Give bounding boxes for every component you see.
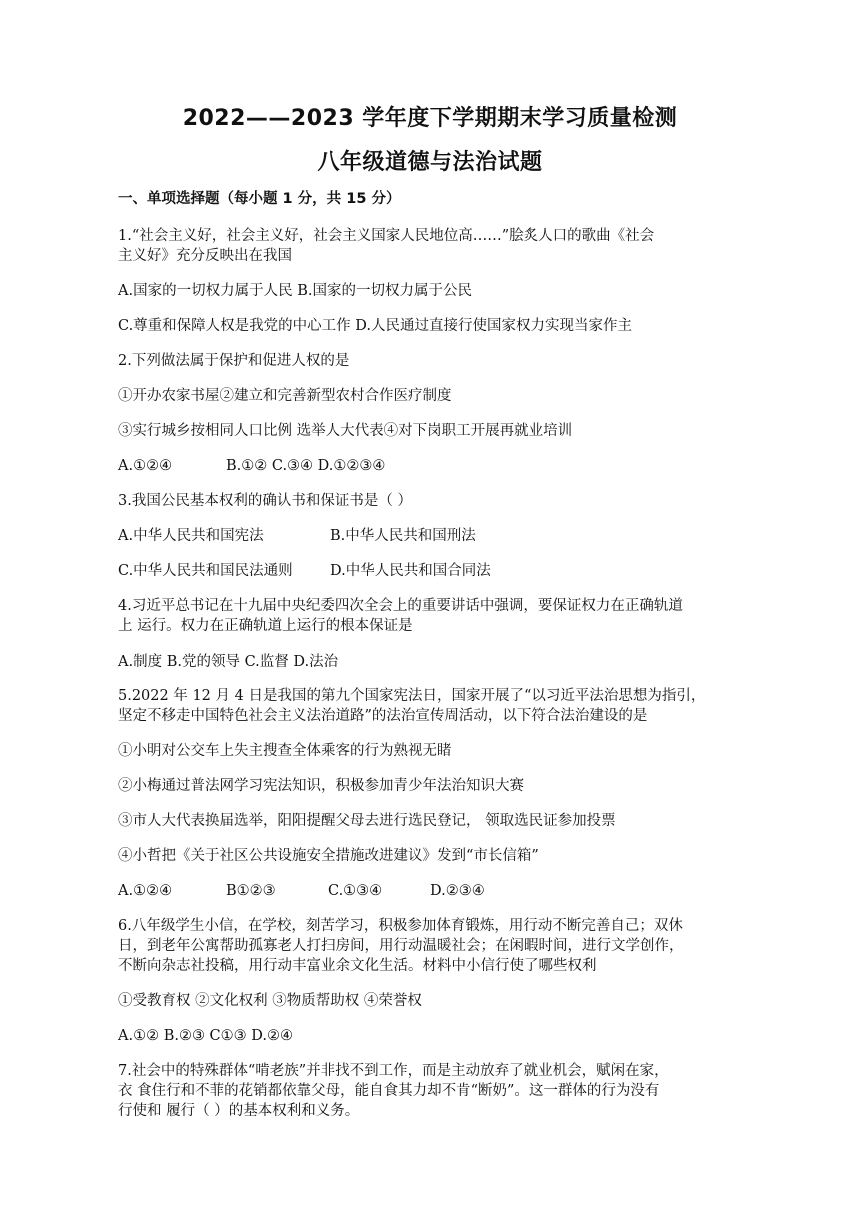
question-5-item-1: ①小明对公交车上失主搜查全体乘客的行为熟视无睹 bbox=[118, 743, 452, 759]
question-7-stem-line1: 7.社会中的特殊群体“啃老族”并非找不到工作，而是主动放弃了就业机会，赋闲在家， bbox=[118, 1063, 669, 1079]
question-4-stem-line1: 4.习近平总书记在十九届中央纪委四次全会上的重要讲话中强调，要保证权力在正确轨道 bbox=[118, 598, 683, 614]
question-1-options-line2: C.尊重和保障人权是我党的中心工作 D.人民通过直接行使国家权力实现当家作主 bbox=[118, 318, 633, 334]
question-1-stem-line2: 主义好》充分反映出在我国 bbox=[118, 248, 292, 264]
question-5-item-3: ③市人大代表换届选举，阳阳提醒父母去进行选民登记， 领取选民证参加投票 bbox=[118, 813, 616, 829]
question-2-stem: 2.下列做法属于保护和促进人权的是 bbox=[118, 353, 350, 369]
question-3-stem: 3.我国公民基本权利的确认书和保证书是（ ） bbox=[118, 493, 412, 509]
question-3-options-line1 bbox=[118, 526, 758, 546]
section-heading: 一、单项选择题（每小题 1 分，共 15 分） bbox=[118, 191, 401, 207]
question-2-options-bcd: B.①② C.③④ D.①②③④ bbox=[226, 458, 386, 474]
question-5-option-c: C.①③④ bbox=[328, 883, 383, 899]
question-5-stem-line1: 5.2022 年 12 月 4 日是我国的第九个国家宪法日，国家开展了“以习近平法治思想为指引， bbox=[118, 688, 706, 704]
question-3-option-d: D.中华人民共和国合同法 bbox=[330, 563, 491, 579]
question-4-stem-line2: 上 运行。权力在正确轨道上运行的根本保证是 bbox=[118, 618, 413, 634]
question-6-stem-line3: 不断向杂志社投稿，用行动丰富业余文化生活。材料中小信行使了哪些权利 bbox=[118, 958, 597, 974]
question-3-option-b: B.中华人民共和国刑法 bbox=[330, 528, 476, 544]
question-2-options bbox=[118, 456, 758, 476]
question-4-options: A.制度 B.党的领导 C.监督 D.法治 bbox=[118, 654, 339, 670]
page-title: 2022——2023 学年度下学期期末学习质量检测 bbox=[182, 106, 678, 131]
question-5-option-a: A.①②④ bbox=[118, 883, 173, 899]
question-6-options: A.①② B.②③ C①③ D.②④ bbox=[118, 1028, 293, 1044]
question-2-item-line2: ③实行城乡按相同人口比例 选举人大代表④对下岗职工开展再就业培训 bbox=[118, 423, 573, 439]
question-1-options-line1: A.国家的一切权力属于人民 B.国家的一切权力属于公民 bbox=[118, 283, 472, 299]
question-5-options bbox=[118, 881, 758, 901]
question-6-items: ①受教育权 ②文化权利 ③物质帮助权 ④荣誉权 bbox=[118, 993, 422, 1009]
question-1-stem-line1: 1.“社会主义好，社会主义好，社会主义国家人民地位高……”脍炙人口的歌曲《社会 bbox=[118, 228, 655, 244]
question-2-item-line1: ①开办农家书屋②建立和完善新型农村合作医疗制度 bbox=[118, 388, 452, 404]
question-2-option-a: A.①②④ bbox=[118, 458, 173, 474]
question-3-options-line2 bbox=[118, 561, 758, 581]
question-7-stem-line2: 衣 食住行和不菲的花销都依靠父母，能自食其力却不肯“断奶”。这一群体的行为没有 bbox=[118, 1083, 660, 1099]
question-3-option-c: C.中华人民共和国民法通则 bbox=[118, 563, 293, 579]
question-6-stem-line1: 6.八年级学生小信，在学校，刻苦学习，积极参加体育锻炼，用行动不断完善自己；双休 bbox=[118, 918, 683, 934]
question-5-item-4: ④小哲把《关于社区公共设施安全措施改进建议》发到“市长信箱” bbox=[118, 848, 539, 864]
question-5-stem-line2: 坚定不移走中国特色社会主义法治道路”的法治宣传周活动，以下符合法治建设的是 bbox=[118, 708, 648, 724]
question-5-item-2: ②小梅通过普法网学习宪法知识，积极参加青少年法治知识大赛 bbox=[118, 778, 524, 794]
question-7-stem-line3: 行使和 履行（ ）的基本权利和义务。 bbox=[118, 1103, 360, 1119]
question-5-option-d: D.②③④ bbox=[430, 883, 485, 899]
question-3-option-a: A.中华人民共和国宪法 bbox=[118, 528, 264, 544]
question-6-stem-line2: 日，到老年公寓帮助孤寡老人打扫房间，用行动温暖社会；在闲暇时间，进行文学创作， bbox=[118, 938, 684, 954]
page-subtitle: 八年级道德与法治试题 bbox=[317, 150, 543, 175]
question-5-option-b: B①②③ bbox=[226, 883, 276, 899]
